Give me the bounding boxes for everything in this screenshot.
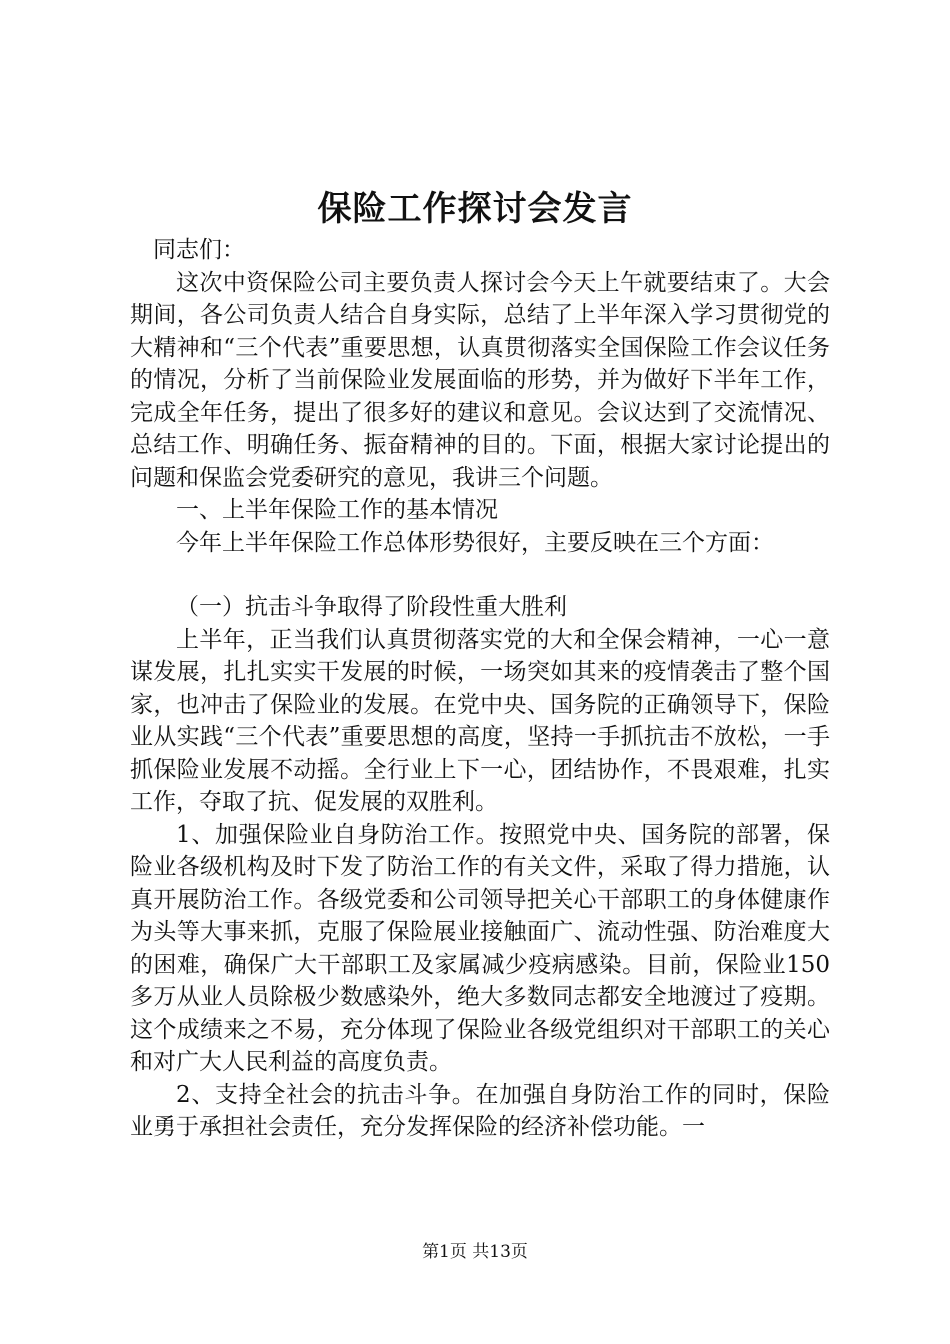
- subsection-heading-1: （一）抗击斗争取得了阶段性重大胜利: [176, 594, 567, 620]
- paragraph-item-1: 1、加强保险业自身防治工作。按照党中央、国务院的部署，保险业各级机构及时下发了防治工作的有关文件，采取了得力措施，认真开展防治工作。各级党委和公司领导把关心干部职工的身体健康作为头等大事来抓，克服了保险展业接触面广、流动性强、防治难度大的困难，确保广大干部职工及家属减少疫病感染。目前，保险业150多万从业人员除极少数感染外，绝大多数同志都安全地渡过了疫期。这个成绩来之不易，充分体现了保险业各级党组织对干部职工的关心和对广大人民利益的高度负责。: [130, 821, 830, 1075]
- paragraph-first-half: 上半年，正当我们认真贯彻落实党的大和全保会精神，一心一意谋发展，扎扎实实干发展的时候，一场突如其来的疫情袭击了整个国家，也冲击了保险业的发展。在党中央、国务院的正确领导下，保险业从实践“三个代表”重要思想的高度，坚持一手抓抗击不放松，一手抓保险业发展不动摇。全行业上下一心，团结协作，不畏艰难，扎实工作，夺取了抗、促发展的双胜利。: [130, 626, 830, 815]
- paragraph-item-2: 2、支持全社会的抗击斗争。在加强自身防治工作的同时，保险业勇于承担社会责任，充分发挥保险的经济补偿功能。一: [130, 1081, 830, 1140]
- document-body: [130, 234, 830, 1144]
- document-title: 保险工作探讨会发言: [317, 189, 633, 229]
- section-heading-1: 一、上半年保险工作的基本情况: [176, 497, 498, 523]
- salutation: 同志们：: [153, 237, 245, 263]
- page-number-footer: 第1页 共13页: [422, 1242, 528, 1262]
- paragraph-overview: 今年上半年保险工作总体形势很好，主要反映在三个方面：: [176, 529, 774, 556]
- paragraph-intro: 这次中资保险公司主要负责人探讨会今天上午就要结束了。大会期间，各公司负责人结合自身实际，总结了上半年深入学习贯彻党的大精神和“三个代表”重要思想，认真贯彻落实全国保险工作会议任务的情况，分析了当前保险业发展面临的形势，并为做好下半年工作，完成全年任务，提出了很多好的建议和意见。会议达到了交流情况、总结工作、明确任务、振奋精神的目的。下面，根据大家讨论提出的问题和保监会党委研究的意见，我讲三个问题。: [130, 269, 830, 491]
